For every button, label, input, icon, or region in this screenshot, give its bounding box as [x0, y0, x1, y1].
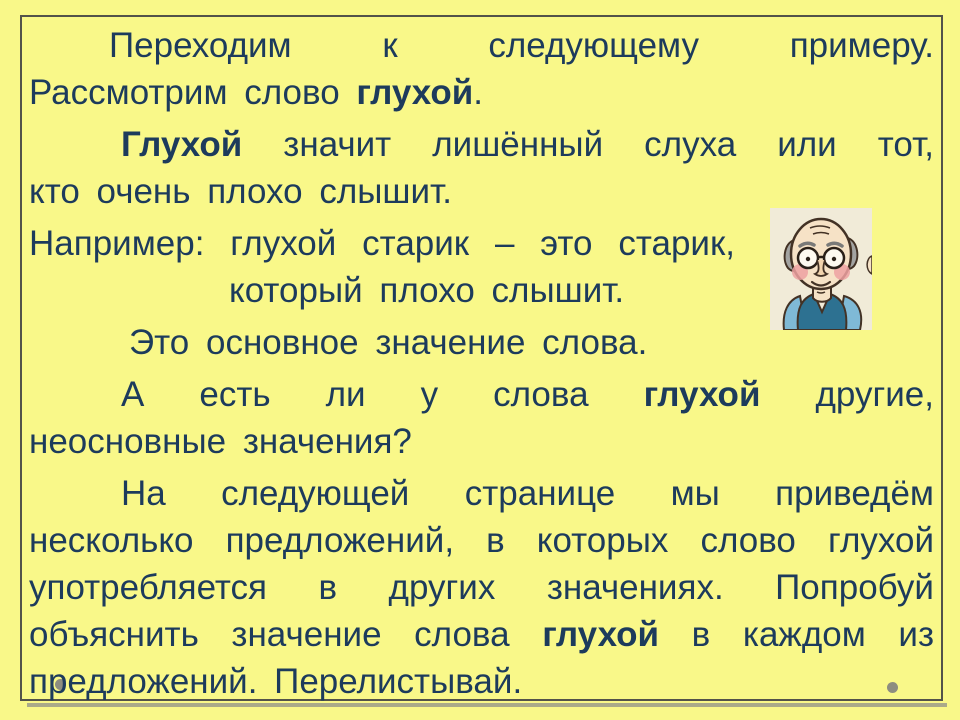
slide-text — [22, 17, 941, 699]
text-segment: неосновные значения? — [29, 422, 412, 461]
keyword-gluhoj: глухой — [356, 73, 474, 112]
text-segment: другие, — [760, 375, 934, 414]
text-segment: Рассмотрим слово — [29, 73, 357, 112]
text-segment: А есть ли у слова — [121, 375, 644, 414]
text-segment: объяснить значение слова — [29, 615, 543, 654]
text-segment: кто очень плохо слышит. — [29, 172, 452, 211]
text-line — [29, 220, 735, 267]
slide-frame — [20, 15, 943, 701]
text-segment: Например: глухой старик – это старик, — [29, 224, 735, 263]
text-segment: который плохо слышит. — [229, 271, 625, 310]
text-line — [29, 69, 934, 116]
text-line — [29, 470, 934, 517]
text-line — [29, 418, 934, 465]
text-line — [29, 658, 934, 705]
text-segment: употребляется в других значениях. Попробуй — [29, 568, 934, 607]
text-segment: На следующей странице мы приведём — [121, 474, 934, 513]
text-line — [29, 121, 934, 168]
text-line — [29, 611, 934, 658]
text-segment: несколько предложений, в которых слово глухой — [29, 521, 934, 560]
keyword-gluhoj: глухой — [643, 375, 761, 414]
text-line — [29, 371, 934, 418]
old-man-image — [770, 208, 872, 330]
text-segment: . — [473, 73, 484, 112]
text-segment: в каждом из — [659, 615, 934, 654]
text-line — [29, 564, 934, 611]
text-segment: Это основное значение слова. — [129, 323, 648, 362]
text-segment: значит лишённый слуха или тот, — [242, 125, 934, 164]
keyword-gluhoj: Глухой — [121, 125, 243, 164]
text-segment: Переходим к следующему примеру. — [109, 26, 934, 65]
text-line — [29, 22, 934, 69]
text-segment: предложений. Перелистывай. — [29, 662, 523, 701]
keyword-gluhoj: глухой — [542, 615, 660, 654]
text-line — [29, 517, 934, 564]
